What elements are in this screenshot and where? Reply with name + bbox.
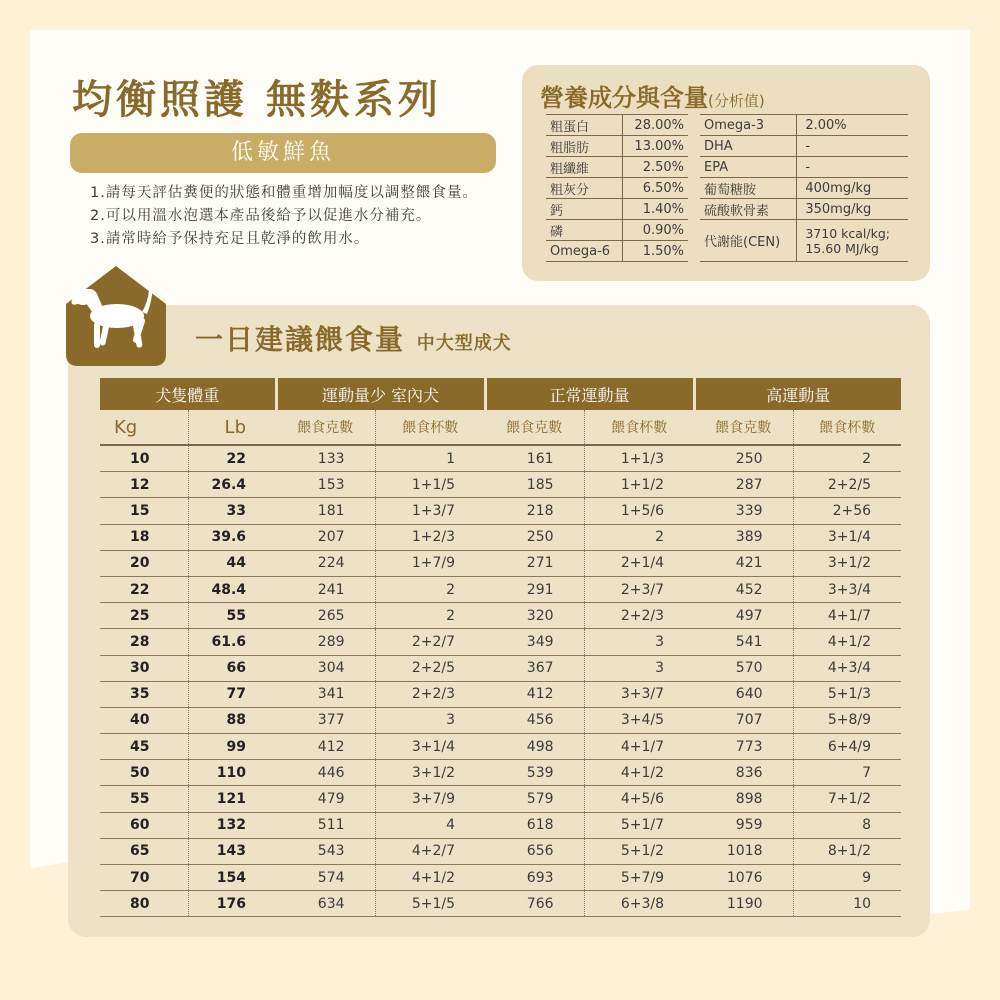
table-row xyxy=(100,760,901,786)
table-row xyxy=(100,603,901,629)
table-row xyxy=(100,445,901,472)
cell-high-grams: 898 xyxy=(694,786,793,812)
nutrient-value: 1.50% xyxy=(623,241,688,262)
cell-normal-grams: 218 xyxy=(485,498,584,524)
cell-high-grams: 570 xyxy=(694,655,793,681)
cell-weight-kg: 35 xyxy=(100,681,188,707)
cell-normal-grams: 498 xyxy=(485,734,584,760)
nutrient-row xyxy=(546,136,688,157)
cell-high-cups: 10 xyxy=(793,891,901,917)
table-row xyxy=(100,629,901,655)
cell-normal-grams: 349 xyxy=(485,629,584,655)
cell-low-grams: 153 xyxy=(276,472,375,498)
cell-low-grams: 241 xyxy=(276,576,375,602)
cell-weight-lb: 48.4 xyxy=(188,576,276,602)
nutrient-name: 磷 xyxy=(546,220,623,241)
cell-high-grams: 1190 xyxy=(694,891,793,917)
nutrient-row xyxy=(546,178,688,199)
nutrient-row xyxy=(546,115,688,136)
cell-weight-lb: 77 xyxy=(188,681,276,707)
cell-weight-lb: 154 xyxy=(188,865,276,891)
table-row xyxy=(100,576,901,602)
table-row xyxy=(100,550,901,576)
nutrition-table-right xyxy=(700,114,908,262)
nutrition-table-left xyxy=(546,114,688,262)
cell-high-cups: 4+1/2 xyxy=(793,629,901,655)
cell-low-grams: 412 xyxy=(276,734,375,760)
cell-weight-kg: 15 xyxy=(100,498,188,524)
cell-low-grams: 479 xyxy=(276,786,375,812)
cell-high-grams: 497 xyxy=(694,603,793,629)
cell-high-cups: 7+1/2 xyxy=(793,786,901,812)
cell-low-cups: 1 xyxy=(375,445,485,472)
cell-weight-kg: 25 xyxy=(100,603,188,629)
cell-low-cups: 1+7/9 xyxy=(375,550,485,576)
nutrition-title-main: 營養成分與含量 xyxy=(540,84,708,112)
cell-normal-grams: 693 xyxy=(485,865,584,891)
table-row xyxy=(100,681,901,707)
cell-high-cups: 8+1/2 xyxy=(793,838,901,864)
cell-low-cups: 4+1/2 xyxy=(375,865,485,891)
cell-normal-grams: 412 xyxy=(485,681,584,707)
cell-weight-lb: 33 xyxy=(188,498,276,524)
cell-weight-lb: 110 xyxy=(188,760,276,786)
nutrient-row xyxy=(546,157,688,178)
cell-high-grams: 836 xyxy=(694,760,793,786)
column-header-grams: 餵食克數 xyxy=(485,410,584,445)
subtitle-pill: 低敏鮮魚 xyxy=(70,133,496,173)
cell-high-cups: 3+3/4 xyxy=(793,576,901,602)
cell-high-cups: 4+3/4 xyxy=(793,655,901,681)
group-header-row xyxy=(100,378,901,410)
feeding-title xyxy=(195,318,512,358)
cell-weight-lb: 176 xyxy=(188,891,276,917)
cell-low-grams: 207 xyxy=(276,524,375,550)
column-header-grams: 餵食克數 xyxy=(276,410,375,445)
column-header-lb: Lb xyxy=(188,410,276,445)
column-header-cups: 餵食杯數 xyxy=(584,410,694,445)
nutrient-name: 粗蛋白 xyxy=(546,115,623,136)
cell-weight-kg: 70 xyxy=(100,865,188,891)
cell-low-grams: 377 xyxy=(276,707,375,733)
nutrient-name: 粗纖維 xyxy=(546,157,623,178)
note-item: 2.可以用溫水泡選本產品後給予以促進水分補充。 xyxy=(90,208,432,224)
nutrient-value xyxy=(797,220,908,262)
nutrition-title-note: (分析值) xyxy=(708,92,765,110)
cell-high-grams: 421 xyxy=(694,550,793,576)
nutrient-row xyxy=(546,220,688,241)
cell-low-cups: 2+2/5 xyxy=(375,655,485,681)
cell-normal-cups: 2+3/7 xyxy=(584,576,694,602)
cell-normal-cups: 1+5/6 xyxy=(584,498,694,524)
cell-normal-grams: 185 xyxy=(485,472,584,498)
cell-high-grams: 640 xyxy=(694,681,793,707)
dog-icon xyxy=(62,262,170,370)
cell-high-grams: 959 xyxy=(694,812,793,838)
cell-high-grams: 389 xyxy=(694,524,793,550)
cell-high-cups: 5+1/3 xyxy=(793,681,901,707)
group-header-normal-activity: 正常運動量 xyxy=(485,378,694,410)
cell-weight-kg: 45 xyxy=(100,734,188,760)
cell-normal-cups: 3+3/7 xyxy=(584,681,694,707)
cell-normal-cups: 5+7/9 xyxy=(584,865,694,891)
column-header-cups: 餵食杯數 xyxy=(375,410,485,445)
feeding-title-note: 中大型成犬 xyxy=(416,333,512,354)
table-row xyxy=(100,498,901,524)
cell-low-grams: 574 xyxy=(276,865,375,891)
cell-weight-kg: 22 xyxy=(100,576,188,602)
cell-weight-kg: 30 xyxy=(100,655,188,681)
cell-low-cups: 2+2/7 xyxy=(375,629,485,655)
cell-weight-kg: 55 xyxy=(100,786,188,812)
nutrition-title xyxy=(540,78,765,113)
cell-weight-kg: 50 xyxy=(100,760,188,786)
cell-normal-grams: 539 xyxy=(485,760,584,786)
cell-low-grams: 511 xyxy=(276,812,375,838)
group-header-high-activity: 高運動量 xyxy=(694,378,901,410)
cell-low-cups: 3+7/9 xyxy=(375,786,485,812)
cell-high-grams: 250 xyxy=(694,445,793,472)
table-row xyxy=(100,812,901,838)
cell-normal-cups: 4+1/2 xyxy=(584,760,694,786)
nutrient-value: 400mg/kg xyxy=(797,178,908,199)
cell-low-cups: 2+2/3 xyxy=(375,681,485,707)
cell-low-cups: 4+2/7 xyxy=(375,838,485,864)
cell-low-grams: 634 xyxy=(276,891,375,917)
nutrient-name: Omega-6 xyxy=(546,241,623,262)
cell-normal-grams: 456 xyxy=(485,707,584,733)
nutrient-value: 6.50% xyxy=(623,178,688,199)
cell-low-grams: 133 xyxy=(276,445,375,472)
cell-weight-kg: 12 xyxy=(100,472,188,498)
column-header-row xyxy=(100,410,901,445)
table-row xyxy=(100,891,901,917)
table-row xyxy=(100,524,901,550)
cell-high-cups: 2+2/5 xyxy=(793,472,901,498)
nutrient-row xyxy=(700,157,908,178)
cell-normal-grams: 161 xyxy=(485,445,584,472)
cell-high-cups: 9 xyxy=(793,865,901,891)
cell-low-grams: 265 xyxy=(276,603,375,629)
cell-high-grams: 1018 xyxy=(694,838,793,864)
cell-weight-kg: 20 xyxy=(100,550,188,576)
cell-low-grams: 341 xyxy=(276,681,375,707)
nutrient-value: - xyxy=(797,157,908,178)
cell-high-cups: 4+1/7 xyxy=(793,603,901,629)
cell-normal-cups: 3+4/5 xyxy=(584,707,694,733)
cell-normal-cups: 6+3/8 xyxy=(584,891,694,917)
cell-low-cups: 5+1/5 xyxy=(375,891,485,917)
cell-high-grams: 707 xyxy=(694,707,793,733)
cell-high-cups: 5+8/9 xyxy=(793,707,901,733)
cell-normal-cups: 4+5/6 xyxy=(584,786,694,812)
cell-high-cups: 7 xyxy=(793,760,901,786)
cell-normal-cups: 2 xyxy=(584,524,694,550)
nutrient-name: 鈣 xyxy=(546,199,623,220)
column-header-kg: Kg xyxy=(100,410,188,445)
cell-normal-grams: 656 xyxy=(485,838,584,864)
cell-high-grams: 1076 xyxy=(694,865,793,891)
cell-weight-lb: 44 xyxy=(188,550,276,576)
cell-normal-cups: 5+1/7 xyxy=(584,812,694,838)
nutrient-name: DHA xyxy=(700,136,797,157)
note-item: 1.請每天評估糞便的狀態和體重增加幅度以調整餵食量。 xyxy=(90,185,478,201)
cell-weight-lb: 99 xyxy=(188,734,276,760)
table-row xyxy=(100,865,901,891)
cell-weight-lb: 61.6 xyxy=(188,629,276,655)
nutrient-value: 1.40% xyxy=(623,199,688,220)
cell-normal-cups: 4+1/7 xyxy=(584,734,694,760)
cell-low-cups: 4 xyxy=(375,812,485,838)
cell-low-cups: 3 xyxy=(375,707,485,733)
cell-low-cups: 1+1/5 xyxy=(375,472,485,498)
cell-weight-kg: 28 xyxy=(100,629,188,655)
cell-low-cups: 1+3/7 xyxy=(375,498,485,524)
group-header-low-activity: 運動量少 室內犬 xyxy=(276,378,485,410)
cell-low-grams: 446 xyxy=(276,760,375,786)
table-row xyxy=(100,655,901,681)
cell-weight-kg: 10 xyxy=(100,445,188,472)
cell-normal-grams: 291 xyxy=(485,576,584,602)
nutrient-row xyxy=(700,220,908,262)
cell-high-cups: 8 xyxy=(793,812,901,838)
column-header-cups: 餵食杯數 xyxy=(793,410,901,445)
cell-high-cups: 6+4/9 xyxy=(793,734,901,760)
nutrient-name: 葡萄糖胺 xyxy=(700,178,797,199)
nutrient-name: 代謝能(CEN) xyxy=(700,220,797,262)
cell-weight-lb: 66 xyxy=(188,655,276,681)
cell-low-cups: 3+1/2 xyxy=(375,760,485,786)
energy-mj: 15.60 MJ/kg xyxy=(805,240,879,256)
cell-normal-cups: 3 xyxy=(584,629,694,655)
nutrient-value: 350mg/kg xyxy=(797,199,908,220)
nutrient-name: 硫酸軟骨素 xyxy=(700,199,797,220)
cell-normal-grams: 579 xyxy=(485,786,584,812)
table-row xyxy=(100,472,901,498)
cell-normal-grams: 618 xyxy=(485,812,584,838)
table-row xyxy=(100,707,901,733)
energy-kcal: 3710 kcal/kg; xyxy=(805,225,890,241)
cell-weight-lb: 22 xyxy=(188,445,276,472)
cell-weight-lb: 39.6 xyxy=(188,524,276,550)
table-row xyxy=(100,838,901,864)
cell-normal-grams: 367 xyxy=(485,655,584,681)
cell-normal-cups: 1+1/2 xyxy=(584,472,694,498)
nutrient-value: 2.00% xyxy=(797,115,908,136)
feeding-title-main: 一日建議餵食量 xyxy=(195,323,406,356)
nutrient-value: 13.00% xyxy=(623,136,688,157)
group-header-weight: 犬隻體重 xyxy=(100,378,276,410)
nutrient-name: 粗灰分 xyxy=(546,178,623,199)
cell-high-grams: 339 xyxy=(694,498,793,524)
cell-weight-lb: 88 xyxy=(188,707,276,733)
cell-normal-cups: 3 xyxy=(584,655,694,681)
nutrient-row xyxy=(700,199,908,220)
cell-normal-grams: 320 xyxy=(485,603,584,629)
cell-weight-lb: 55 xyxy=(188,603,276,629)
nutrient-name: EPA xyxy=(700,157,797,178)
cell-high-grams: 452 xyxy=(694,576,793,602)
nutrient-value: 0.90% xyxy=(623,220,688,241)
cell-normal-grams: 250 xyxy=(485,524,584,550)
feeding-notes xyxy=(90,182,478,251)
nutrient-value: 2.50% xyxy=(623,157,688,178)
cell-low-cups: 2 xyxy=(375,603,485,629)
cell-weight-lb: 132 xyxy=(188,812,276,838)
cell-high-cups: 3+1/2 xyxy=(793,550,901,576)
cell-weight-kg: 65 xyxy=(100,838,188,864)
cell-weight-kg: 40 xyxy=(100,707,188,733)
nutrient-row xyxy=(700,178,908,199)
cell-weight-lb: 143 xyxy=(188,838,276,864)
nutrient-row xyxy=(546,241,688,262)
note-item: 3.請常時給予保持充足且乾淨的飲用水。 xyxy=(90,231,370,247)
cell-normal-cups: 2+1/4 xyxy=(584,550,694,576)
page-title: 均衡照護 無麩系列 xyxy=(72,77,442,123)
cell-high-grams: 287 xyxy=(694,472,793,498)
cell-low-cups: 3+1/4 xyxy=(375,734,485,760)
cell-high-grams: 773 xyxy=(694,734,793,760)
nutrient-name: 粗脂肪 xyxy=(546,136,623,157)
cell-high-cups: 2+56 xyxy=(793,498,901,524)
cell-low-grams: 224 xyxy=(276,550,375,576)
cell-low-cups: 1+2/3 xyxy=(375,524,485,550)
cell-normal-cups: 2+2/3 xyxy=(584,603,694,629)
cell-low-grams: 289 xyxy=(276,629,375,655)
nutrient-row xyxy=(700,136,908,157)
column-header-grams: 餵食克數 xyxy=(694,410,793,445)
feeding-table-body xyxy=(100,445,901,917)
cell-high-cups: 2 xyxy=(793,445,901,472)
cell-normal-cups: 1+1/3 xyxy=(584,445,694,472)
nutrient-row xyxy=(546,199,688,220)
cell-low-grams: 181 xyxy=(276,498,375,524)
nutrient-name: Omega-3 xyxy=(700,115,797,136)
table-row xyxy=(100,786,901,812)
cell-weight-kg: 18 xyxy=(100,524,188,550)
cell-normal-grams: 766 xyxy=(485,891,584,917)
nutrient-row xyxy=(700,115,908,136)
nutrient-value: - xyxy=(797,136,908,157)
cell-weight-lb: 121 xyxy=(188,786,276,812)
table-row xyxy=(100,734,901,760)
nutrient-value: 28.00% xyxy=(623,115,688,136)
cell-low-grams: 543 xyxy=(276,838,375,864)
cell-weight-kg: 60 xyxy=(100,812,188,838)
cell-high-cups: 3+1/4 xyxy=(793,524,901,550)
cell-low-grams: 304 xyxy=(276,655,375,681)
cell-weight-lb: 26.4 xyxy=(188,472,276,498)
cell-high-grams: 541 xyxy=(694,629,793,655)
cell-weight-kg: 80 xyxy=(100,891,188,917)
cell-low-cups: 2 xyxy=(375,576,485,602)
cell-normal-cups: 5+1/2 xyxy=(584,838,694,864)
cell-normal-grams: 271 xyxy=(485,550,584,576)
feeding-table xyxy=(100,378,901,917)
